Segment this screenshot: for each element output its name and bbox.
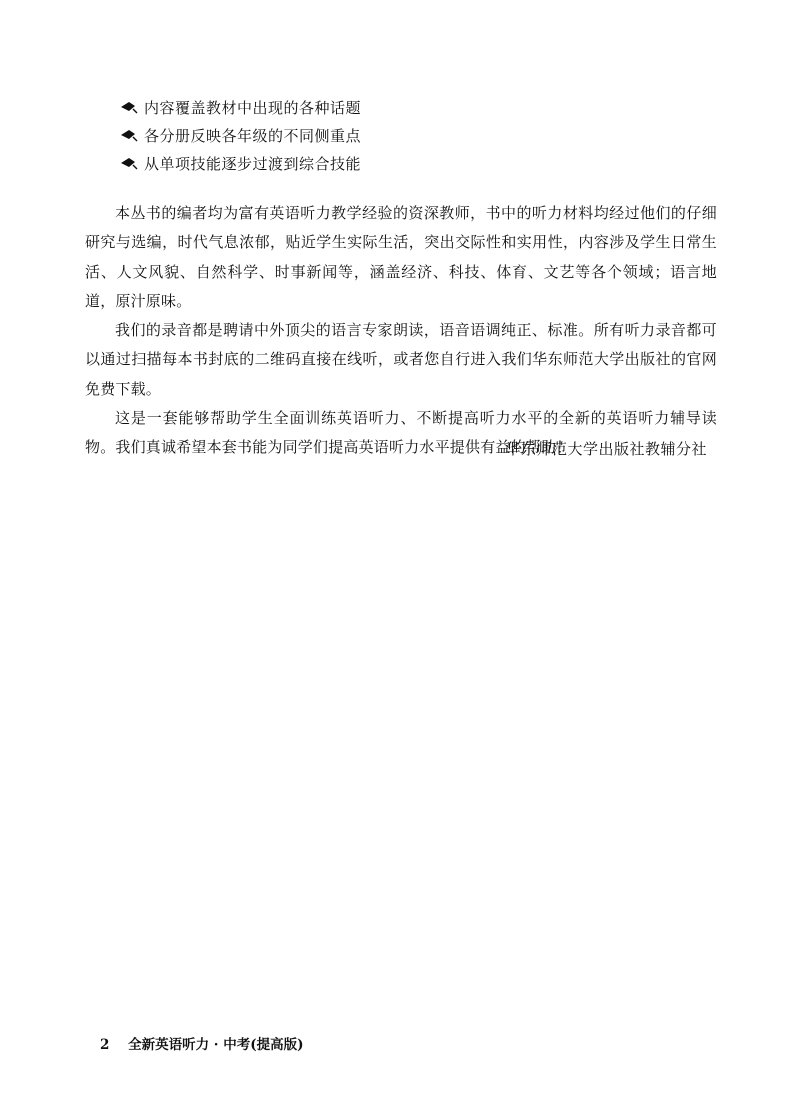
- pen-icon: [120, 128, 138, 142]
- pen-icon: [120, 100, 138, 114]
- pen-icon: [120, 156, 138, 170]
- paragraph-recordings: 我们的录音都是聘请中外顶尖的语言专家朗读，语音语调纯正、标准。所有听力录音都可以通过扫描每本书封底的二维码直接在线听，或者您自行进入我们华东师范大学出版社的官网免费下载。: [85, 321, 717, 398]
- book-title: 全新英语听力 · 中考(提高版): [128, 1037, 304, 1053]
- bullet-text: 从单项技能逐步过渡到综合技能: [144, 154, 362, 173]
- page-number: 2: [100, 1037, 110, 1053]
- publisher-signature: 华东师范大学出版社教辅分社: [505, 440, 707, 458]
- bullet-text: 各分册反映各年级的不同侧重点: [144, 126, 362, 145]
- bullet-item: [120, 121, 680, 149]
- preface-body: [85, 199, 717, 463]
- feature-bullet-list: [120, 93, 680, 177]
- bullet-text: 内容覆盖教材中出现的各种话题: [144, 98, 362, 117]
- paragraph-editors: 本丛书的编者均为富有英语听力教学经验的资深教师，书中的听力材料均经过他们的仔细研究与选编，时代气息浓郁，贴近学生实际生活，突出交际性和实用性，内容涉及学生日常生活、人文风貌、自然科学、时事新闻等，涵盖经济、科技、体育、文艺等各个领域；语言地道，原汁原味。: [85, 204, 717, 310]
- page-footer: [100, 1033, 303, 1053]
- bullet-item: [120, 93, 680, 121]
- bullet-item: [120, 149, 680, 177]
- paragraph-closing: 这是一套能够帮助学生全面训练英语听力、不断提高听力水平的全新的英语听力辅导读物。我们真诚希望本套书能为同学们提高英语听力水平提供有益的帮助！: [85, 409, 717, 457]
